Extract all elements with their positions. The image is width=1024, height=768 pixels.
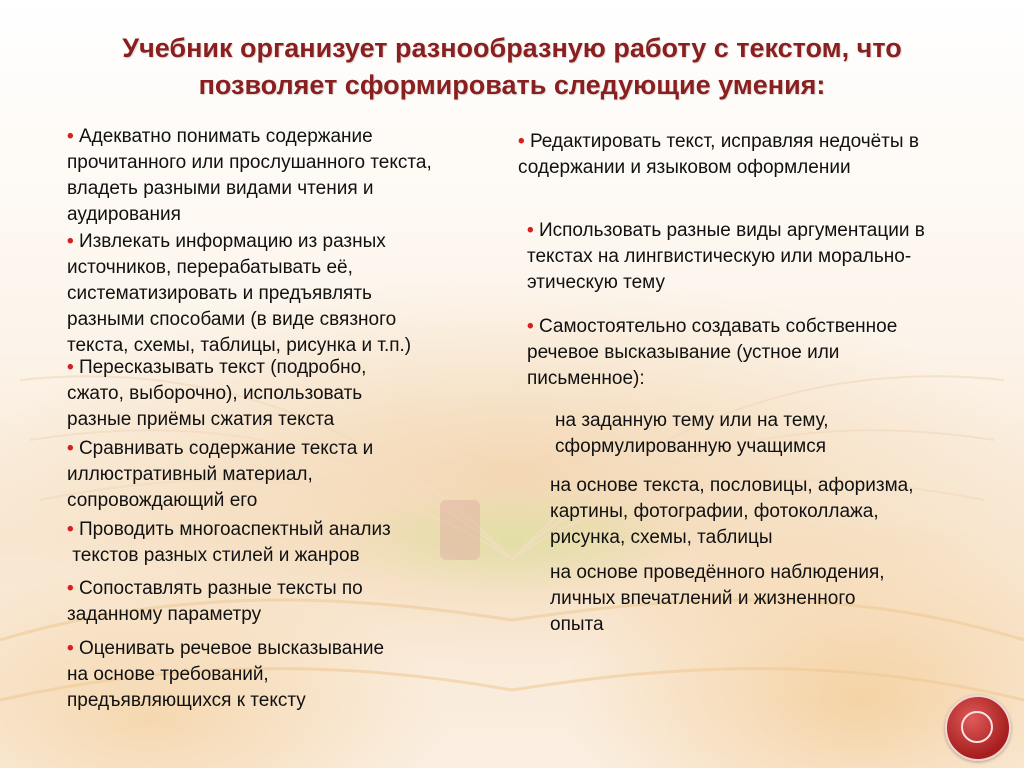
left-item-juxtapose: • Сопоставлять разные тексты по заданному параметру (67, 578, 363, 625)
title-line-1: Учебник организует разнообразную работу с текстом, что (122, 33, 902, 63)
title-line-2: позволяет сформировать следующие умения: (198, 70, 826, 100)
bullet-icon: • (527, 316, 534, 337)
left-item-extract: • Извлекать информацию из разных источников, перерабатывать её, систематизировать и предъявлять разными способами (в виде связного текста, схемы, таблицы, рисунка и т.п.) (67, 231, 412, 356)
bullet-icon: • (67, 357, 74, 378)
bullet-icon: • (67, 438, 74, 459)
bullet-icon: • (527, 220, 534, 241)
right-subitem-source: на основе текста, пословицы, афоризма, картины, фотографии, фотоколлажа, рисунка, схемы, таблицы (550, 475, 914, 548)
left-item-understand: • Адекватно понимать содержание прочитанного или прослушанного текста, владеть разными видами чтения и аудирования (67, 126, 432, 225)
left-item-evaluate: • Оценивать речевое высказывание на основе требований, предъявляющихся к тексту (67, 638, 385, 711)
right-subitem-observation: на основе проведённого наблюдения, личных впечатлений и жизненного опыта (550, 562, 885, 635)
right-item-create: • Самостоятельно создавать собственное речевое высказывание (устное или письменное): (527, 316, 898, 389)
right-item-edit: • Редактировать текст, исправляя недочёты в содержании и языковом оформлении (518, 131, 919, 178)
bullet-icon: • (67, 578, 74, 599)
right-item-argument: • Использовать разные виды аргументации в текстах на лингвистическую или морально- этическую тему (527, 220, 925, 293)
bullet-icon: • (518, 131, 525, 152)
bullet-icon: • (67, 231, 74, 252)
bullet-icon: • (67, 638, 74, 659)
right-subitem-topic: на заданную тему или на тему, сформулированную учащимся (555, 410, 829, 457)
publisher-logo (945, 695, 1011, 761)
left-item-compare: • Сравнивать содержание текста и иллюстративный материал, сопровождающий его (67, 438, 374, 511)
bullet-icon: • (67, 126, 74, 147)
slide-title (40, 30, 984, 104)
left-item-retell: • Пересказывать текст (подробно, сжато, выборочно), использовать разные приёмы сжатия текста (67, 357, 367, 430)
left-item-analyze: • Проводить многоаспектный анализ текстов разных стилей и жанров (67, 519, 391, 566)
bullet-icon: • (67, 519, 74, 540)
book-icon (961, 711, 993, 743)
